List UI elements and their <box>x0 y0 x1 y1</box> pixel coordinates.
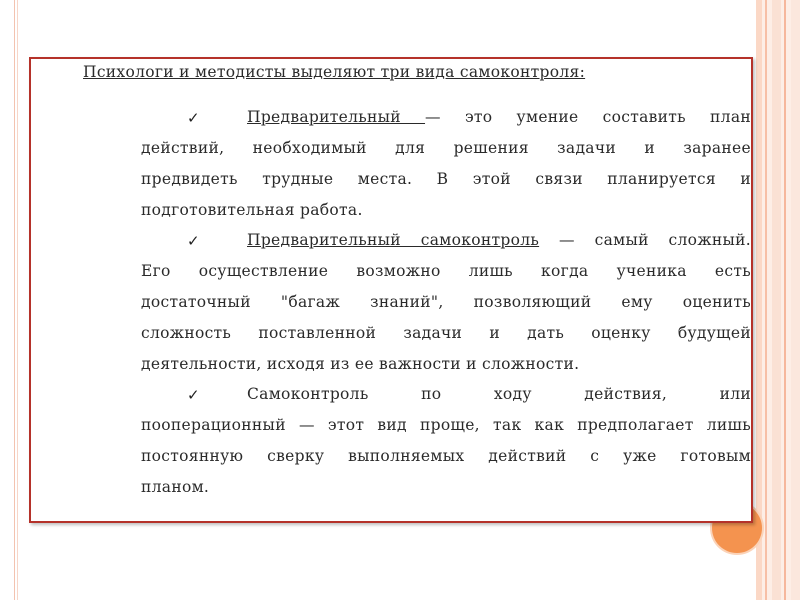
stripe <box>772 0 781 600</box>
item-line: предвидеть трудные места. В этой связи планируется и <box>141 170 751 188</box>
left-border-line <box>17 0 18 600</box>
checkmark-icon: ✓ <box>187 232 200 250</box>
item-line: Его осуществление возможно лишь когда ученика есть <box>141 262 751 280</box>
item-line: действий, необходимый для решения задачи и заранее <box>141 139 751 157</box>
right-decorative-stripes <box>756 0 800 600</box>
item-text: — это умение составить план <box>425 108 751 126</box>
item-line <box>247 231 751 249</box>
checkmark-icon: ✓ <box>187 109 200 127</box>
item-term: Предварительный самоконтроль <box>247 231 540 249</box>
item-line: Самоконтроль по ходу действия, или <box>247 385 751 403</box>
stripe <box>756 0 762 600</box>
stripe <box>791 0 800 600</box>
item-line: постоянную сверку выполняемых действий с уже готовым <box>141 447 751 465</box>
item-line: деятельности, исходя из ее важности и сложности. <box>141 355 580 373</box>
item-line: подготовительная работа. <box>141 201 363 219</box>
item-line: сложность поставленной задачи и дать оценку будущей <box>141 324 751 342</box>
checkmark-icon: ✓ <box>187 386 200 404</box>
item-line <box>247 108 751 126</box>
stripe <box>765 0 767 600</box>
left-border-line <box>14 0 15 600</box>
intro-text: Психологи и методисты выделяют три вида самоконтроля: <box>83 63 586 81</box>
item-line: планом. <box>141 478 210 496</box>
item-line: достаточный "багаж знаний", позволяющий ему оценить <box>141 293 751 311</box>
item-term: Предварительный <box>247 108 426 126</box>
content-box <box>29 57 753 523</box>
item-text: — самый сложный. <box>558 231 751 249</box>
item-line: пооперационный — этот вид проще, так как предполагает лишь <box>141 416 751 434</box>
stripe <box>784 0 786 600</box>
